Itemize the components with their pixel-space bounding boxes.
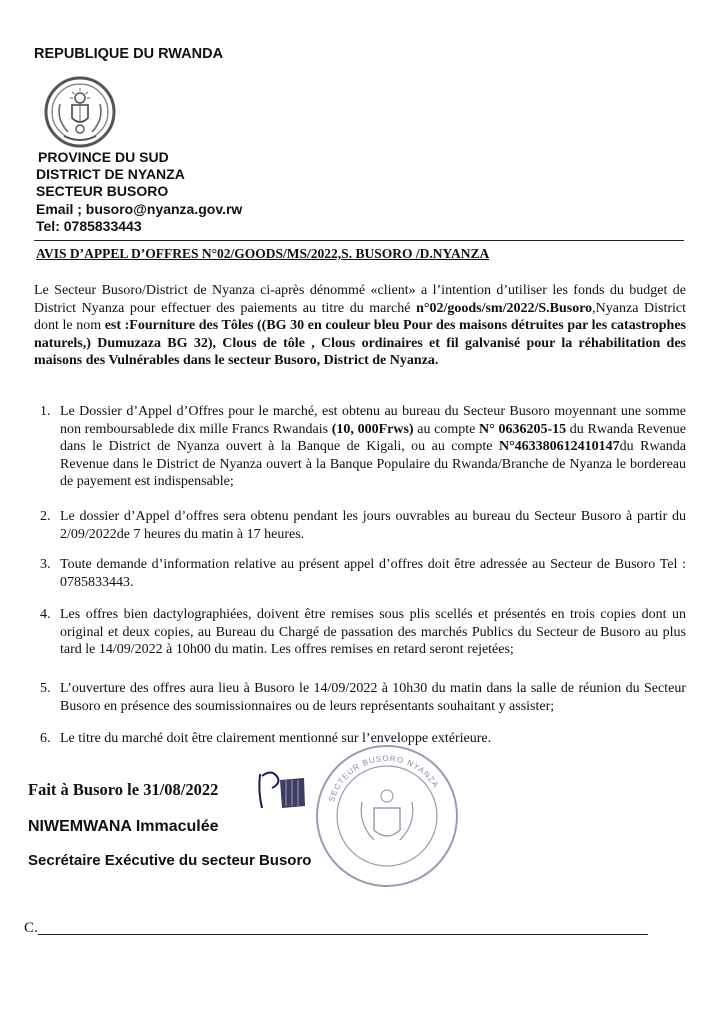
item-number: 6. (40, 731, 51, 746)
header-rule (34, 240, 684, 241)
fee-amount: (10, 000Frws) (331, 421, 414, 437)
list-item: Le Dossier d’Appel d’Offres pour le marché, est obtenu au bureau du Secteur Busoro moyennant une somme non remboursablede dix mille Francs Rwandais (10, 000Frws) au compte N° 0636205-15 du Rwanda Revenue dans le District de Nyanza ouvert à la Banque de Kigali, ou au compte N°463380612410147du Rwanda Revenue dans le District de Nyanza ouvert à la Banque Populaire du Rwanda/Branche de Nyanza le bordereau de payement est indispensable; (60, 404, 687, 489)
item-number: 3. (40, 557, 51, 572)
svg-text:SECTEUR BUSORO NYANZA: SECTEUR BUSORO NYANZA (326, 753, 441, 803)
signature-icon (250, 762, 310, 814)
account-number-bk: N° 0636205-15 (479, 421, 567, 437)
tender-object: est :Fourniture des Tôles ((BG 30 en couleur bleu Pour des maisons détruites par les catastrophes naturels,) Dumuzaza BG 32), Clous de tôle , Clous ordinaires et fil galvanisé pour la réhabilitation des maisons des Vulnérables dans le secteur Busoro, District de Nyanza. (34, 318, 686, 368)
tender-reference: n°02/goods/sm/2022/S.Busoro (416, 300, 593, 316)
official-stamp-icon (304, 736, 470, 896)
province-line: PROVINCE DU SUD (38, 149, 169, 165)
list-item: Les offres bien dactylographiées, doivent être remises sous plis scellés et présentés en trois copies dont un original et deux copies, au Bureau du Chargé de passation des marchés Publics du Secteur de Busoro au plus tard le 14/09/2022 à 10h00 du matin. Les offres remises en retard seront rejetées; (60, 607, 686, 657)
list-item: L’ouverture des offres aura lieu à Busoro le 14/09/2022 à 10h30 du matin dans la salle de réunion du Secteur Busoro en présence des soumissionnaires ou de leurs représentants souhaitant y assister; (60, 681, 686, 714)
signatory-name: NIWEMWANA Immaculée (28, 818, 219, 835)
rwanda-coat-of-arms-icon (38, 74, 122, 150)
signatory-title: Secrétaire Exécutive du secteur Busoro (28, 852, 312, 869)
notice-title: AVIS D’APPEL D’OFFRES N°02/GOODS/MS/2022,S. BUSORO /D.NYANZA (36, 246, 490, 261)
sector-line: SECTEUR BUSORO (36, 183, 169, 199)
email-line: Email ; busoro@nyanza.gov.rw (36, 201, 243, 217)
list-item: Le titre du marché doit être clairement mentionné sur l’enveloppe extérieure. (60, 731, 492, 746)
phone-line: Tel: 0785833443 (36, 218, 142, 234)
item-number: 1. (40, 404, 51, 419)
cc-line (38, 934, 648, 935)
account-number-bpr: N°463380612410147 (498, 439, 620, 454)
place-and-date: Fait à Busoro le 31/08/2022 (28, 780, 219, 799)
district-line: DISTRICT DE NYANZA (36, 166, 185, 182)
list-item: Toute demande d’information relative au présent appel d’offres doit être adressée au Secteur de Busoro Tel : 0785833443. (60, 557, 686, 590)
item-number: 2. (40, 509, 51, 524)
cc-label: C. (24, 920, 38, 936)
item-number: 5. (40, 681, 51, 696)
intro-paragraph: Le Secteur Busoro/District de Nyanza ci-après dénommé «client» a l’intention d’utiliser les fonds du budget de District Nyanza pour effectuer des paiements au titre du marché n°02/goods/sm/2022/S.Busoro,Nyanza District dont le nom est :Fourniture des Tôles ((BG 30 en couleur bleu Pour des maisons détruites par les catastrophes naturels,) Dumuzaza BG 32), Clous de tôle , Clous ordinaires et fil galvanisé pour la réhabilitation des maisons des Vulnérables dans le secteur Busoro, District de Nyanza. (34, 283, 686, 368)
item-number: 4. (40, 607, 51, 622)
list-item: Le dossier d’Appel d’offres sera obtenu pendant les jours ouvrables au bureau du Secteur Busoro à partir du 2/09/2022de 7 heures du matin à 17 heures. (60, 509, 686, 542)
republic-heading: REPUBLIQUE DU RWANDA (34, 46, 224, 62)
